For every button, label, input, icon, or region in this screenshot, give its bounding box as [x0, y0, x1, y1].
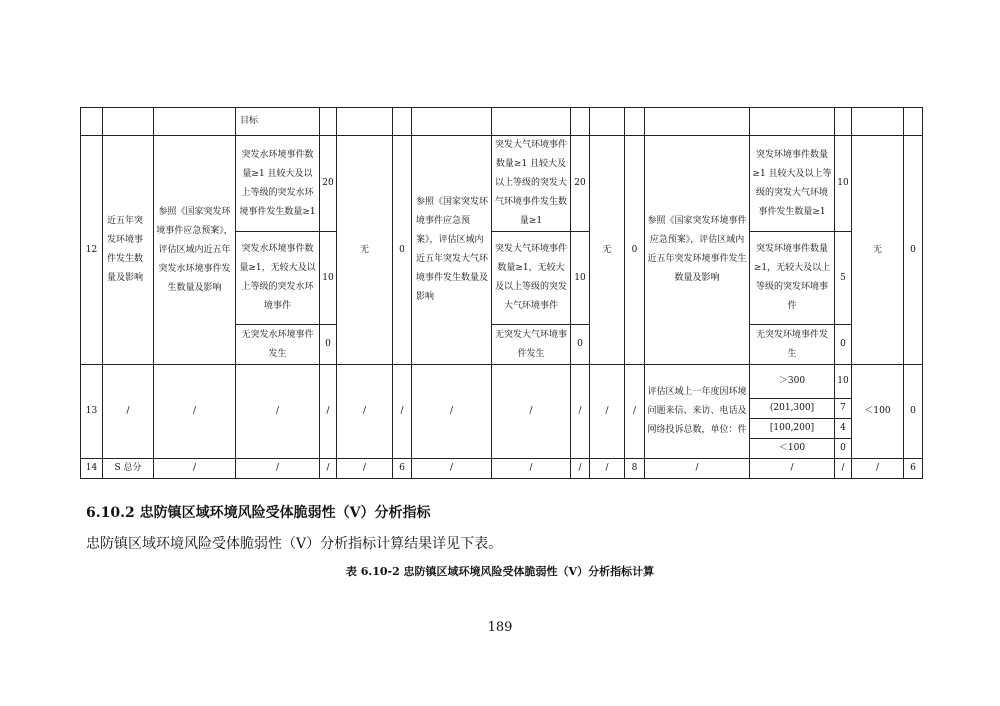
- water-grade-b-score: 10: [320, 232, 337, 325]
- slash-cell: /: [412, 365, 492, 459]
- slash-cell: /: [236, 459, 320, 479]
- air-grade-c: 无突发大气环境事件发生: [492, 325, 571, 365]
- water-value: 无: [337, 136, 393, 365]
- air-total: 8: [625, 459, 645, 479]
- indicator-name: 近五年突发环境事件发生数量及影响: [103, 136, 154, 365]
- slash-cell: /: [645, 459, 750, 479]
- all-value: 无: [852, 136, 904, 365]
- slash-cell: /: [154, 459, 236, 479]
- water-grade-a-score: 20: [320, 136, 337, 232]
- all-total: 6: [904, 459, 923, 479]
- slash-cell: /: [492, 365, 571, 459]
- table-row: [81, 365, 923, 399]
- water-grade-c: 无突发水环境事件发生: [236, 325, 320, 365]
- air-grade-b-score: 10: [571, 232, 590, 325]
- slash-cell: /: [492, 459, 571, 479]
- complaint-grade-2-score: 7: [835, 399, 852, 419]
- slash-cell: /: [625, 365, 645, 459]
- slash-cell: /: [852, 459, 904, 479]
- complaint-grade-4: ＜100: [750, 439, 835, 459]
- complaint-grade-1-score: 10: [835, 365, 852, 399]
- slash-cell: /: [320, 365, 337, 459]
- air-grade-a: 突发大气环境事件数量≥1 且较大及以上等级的突发大气环境事件发生数量≥1: [492, 136, 571, 232]
- row-number: 12: [81, 136, 103, 365]
- water-grade-c-score: 0: [320, 325, 337, 365]
- slash-cell: /: [236, 365, 320, 459]
- complaint-grade-3-score: 4: [835, 419, 852, 439]
- water-result: 0: [393, 136, 412, 365]
- body-paragraph: 忠防镇区域环境风险受体脆弱性（V）分析指标计算结果详见下表。: [86, 536, 503, 552]
- slash-cell: /: [393, 365, 412, 459]
- slash-cell: /: [835, 459, 852, 479]
- complaint-grade-1: ＞300: [750, 365, 835, 399]
- slash-cell: /: [750, 459, 835, 479]
- water-grade-b: 突发水环境事件数量≥1，无较大及以上等级的突发水环境事件: [236, 232, 320, 325]
- all-description: 参照《国家突发环境事件应急预案》，评估区域内近五年突发环境事件发生数量及影响: [645, 136, 750, 365]
- air-grade-b: 突发大气环境事件数量≥1，无较大及以上等级的突发大气环境事件: [492, 232, 571, 325]
- section-heading: 6.10.2 忠防镇区域环境风险受体脆弱性（V）分析指标: [86, 505, 431, 521]
- row-number: 14: [81, 459, 103, 479]
- water-grade-a: 突发水环境事件数量≥1 且较大及以上等级的突发水环境事件发生数量≥1: [236, 136, 320, 232]
- air-value: 无: [590, 136, 625, 365]
- complaint-grade-2: (201,300]: [750, 399, 835, 419]
- slash-cell: /: [590, 365, 625, 459]
- all-grade-c-score: 0: [835, 325, 852, 365]
- slash-cell: /: [337, 459, 393, 479]
- water-total: 6: [393, 459, 412, 479]
- slash-cell: /: [337, 365, 393, 459]
- slash-cell: /: [103, 365, 154, 459]
- complaint-description: 评估区域上一年度因环境问题来信、来访、电话及网络投诉总数，单位：件: [645, 365, 750, 459]
- air-grade-c-score: 0: [571, 325, 590, 365]
- table-row: [81, 459, 923, 479]
- page-number: 189: [487, 620, 513, 635]
- slash-cell: /: [571, 365, 590, 459]
- air-grade-a-score: 20: [571, 136, 590, 232]
- slash-cell: /: [590, 459, 625, 479]
- all-grade-b-score: 5: [835, 232, 852, 325]
- complaint-result: 0: [904, 365, 923, 459]
- slash-cell: /: [154, 365, 236, 459]
- cell-target: 目标: [236, 108, 320, 136]
- complaint-value: ＜100: [852, 365, 904, 459]
- table-row: [81, 108, 923, 136]
- air-result: 0: [625, 136, 645, 365]
- all-grade-a: 突发环境事件数量≥1 且较大及以上等级的突发大气环境事件发生数量≥1: [750, 136, 835, 232]
- all-grade-a-score: 10: [835, 136, 852, 232]
- total-label: S 总分: [103, 459, 154, 479]
- slash-cell: /: [320, 459, 337, 479]
- all-grade-b: 突发环境事件数量≥1，无较大及以上等级的突发环境事件: [750, 232, 835, 325]
- row-number: 13: [81, 365, 103, 459]
- table-caption: 表 6.10-2 忠防镇区域环境风险受体脆弱性（V）分析指标计算: [345, 565, 655, 578]
- slash-cell: /: [412, 459, 492, 479]
- slash-cell: /: [571, 459, 590, 479]
- air-description: 参照《国家突发环境事件应急预案》，评估区域内近五年突发大气环境事件发生数量及影响: [412, 136, 492, 365]
- complaint-grade-4-score: 0: [835, 439, 852, 459]
- complaint-grade-3: [100,200]: [750, 419, 835, 439]
- all-grade-c: 无突发环境事件发生: [750, 325, 835, 365]
- all-result: 0: [904, 136, 923, 365]
- water-description: 参照《国家突发环境事件应急预案》，评估区域内近五年突发水环境事件发生数量及影响: [154, 136, 236, 365]
- indicator-table: [80, 107, 923, 479]
- table-row: [81, 136, 923, 232]
